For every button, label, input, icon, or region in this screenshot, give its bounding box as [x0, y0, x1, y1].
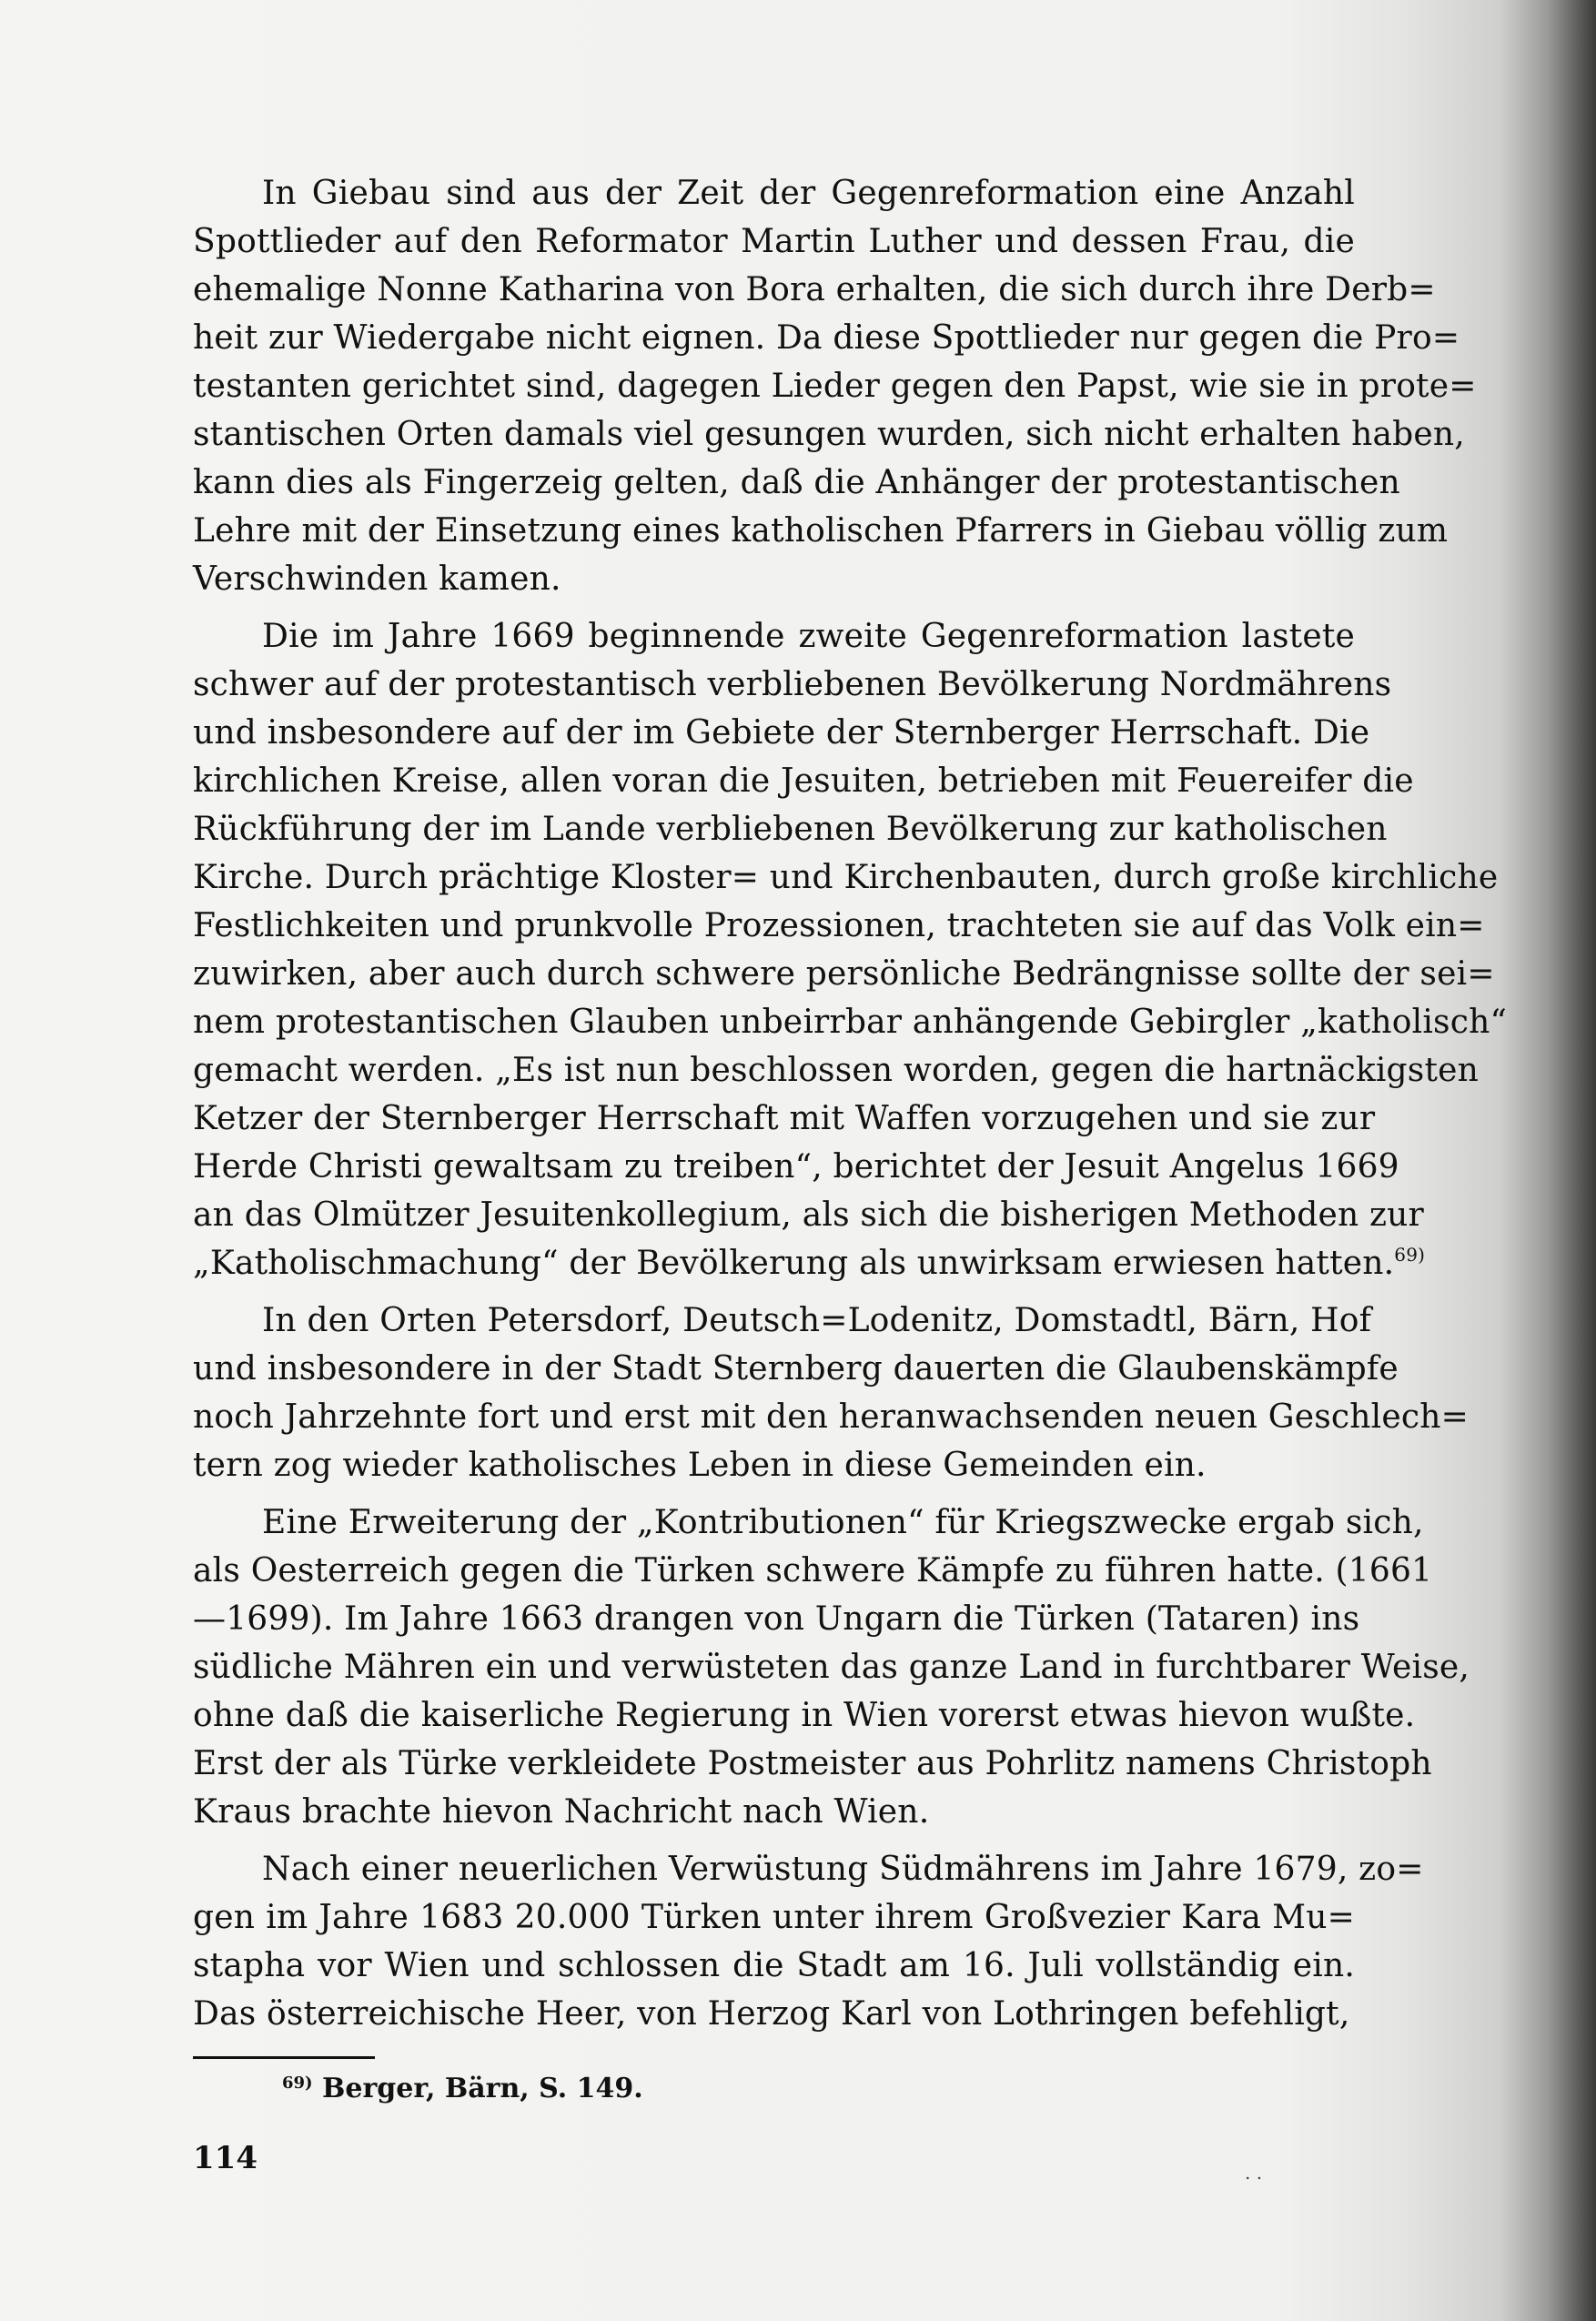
paragraph — [193, 612, 1508, 1287]
footnote-reference: 69) — [1394, 1244, 1426, 1266]
line-text: Kirche. Durch prächtige Kloster= und Kirchenbauten, durch große kirchliche — [193, 859, 1499, 896]
line-text: nem protestantischen Glauben unbeirrbar anhängende Gebirgler „katholisch“ — [193, 1004, 1508, 1041]
paragraph — [193, 169, 1477, 603]
line-text: stapha vor Wien und schlossen die Stadt am 16. Juli vollständig ein. — [193, 1947, 1355, 1984]
text-line — [193, 1046, 1480, 1095]
text-line — [193, 1297, 1372, 1345]
line-text: Ketzer der Sternberger Herrschaft mit Waffen vorzugehen und sie zur — [193, 1100, 1376, 1137]
text-line — [193, 661, 1392, 709]
line-text: kann dies als Fingerzeig gelten, daß die Anhänger der protestantischen — [193, 464, 1400, 501]
line-text: Festlichkeiten und prunkvolle Prozessionen, trachteten sie auf das Volk ein= — [193, 907, 1485, 944]
footnote — [282, 2073, 643, 2104]
line-text: gemacht werden. „Es ist nun beschlossen worden, gegen die hartnäckigsten — [193, 1052, 1480, 1089]
line-text: Herde Christi gewaltsam zu treiben“, berichtet der Jesuit Angelus 1669 — [193, 1148, 1399, 1186]
text-line — [193, 1740, 1432, 1788]
text-line — [193, 1547, 1433, 1595]
text-line — [193, 805, 1388, 853]
text-line — [193, 950, 1495, 998]
line-text: und insbesondere in der Stadt Sternberg dauerten die Glaubenskämpfe — [193, 1350, 1399, 1388]
text-line — [193, 1345, 1399, 1393]
text-line — [193, 410, 1465, 459]
text-line — [193, 1595, 1360, 1643]
text-line — [193, 902, 1485, 950]
text-line — [193, 998, 1508, 1046]
line-text: Lehre mit der Einsetzung eines katholischen Pfarrers in Giebau völlig zum — [193, 512, 1449, 550]
line-text: ohne daß die kaiserliche Regierung in Wien vorerst etwas hievon wußte. — [193, 1697, 1416, 1734]
line-text: In Giebau sind aus der Zeit der Gegenreformation eine Anzahl — [262, 175, 1355, 212]
text-line — [193, 507, 1449, 555]
line-text: an das Olmützer Jesuitenkollegium, als sich die bisherigen Methoden zur — [193, 1196, 1424, 1234]
line-text: tern zog wieder katholisches Leben in diese Gemeinden ein. — [193, 1447, 1207, 1484]
line-text: Erst der als Türke verkleidete Postmeister aus Pohrlitz namens Christoph — [193, 1745, 1432, 1782]
text-line — [193, 169, 1355, 217]
line-text: heit zur Wiedergabe nicht eignen. Da diese Spottlieder nur gegen die Pro= — [193, 319, 1460, 357]
text-line — [193, 1788, 1355, 1836]
paragraph — [193, 1297, 1469, 1489]
text-line — [193, 709, 1370, 757]
footnote-marker: 69) — [282, 2074, 313, 2093]
footnote-divider — [193, 2056, 375, 2059]
line-text: Das österreichische Heer, von Herzog Karl von Lothringen befehligt, — [193, 1995, 1350, 2033]
text-line — [193, 1143, 1399, 1191]
line-text: Verschwinden kamen. — [193, 560, 561, 598]
text-line — [193, 1893, 1355, 1942]
text-line — [193, 1845, 1424, 1893]
text-line — [193, 266, 1436, 314]
line-text: kirchlichen Kreise, allen voran die Jesuiten, betrieben mit Feuereifer die — [193, 762, 1414, 800]
text-line — [193, 757, 1414, 805]
line-text: schwer auf der protestantisch verbliebenen Bevölkerung Nordmährens — [193, 666, 1392, 703]
text-line — [193, 555, 1355, 603]
text-line — [193, 853, 1499, 902]
line-text: und insbesondere auf der im Gebiete der Sternberger Herrschaft. Die — [193, 714, 1370, 752]
paragraph — [193, 1499, 1470, 1836]
line-text: testanten gerichtet sind, dagegen Lieder gegen den Papst, wie sie in prote= — [193, 368, 1477, 405]
line-text: Die im Jahre 1669 beginnende zweite Gegenreformation lastete — [262, 618, 1355, 655]
text-line — [193, 217, 1355, 266]
line-text: Spottlieder auf den Reformator Martin Luther und dessen Frau, die — [193, 223, 1355, 260]
page-body — [193, 169, 1508, 2047]
line-text: —1699). Im Jahre 1663 drangen von Ungarn die Türken (Tataren) ins — [193, 1600, 1360, 1638]
text-line — [193, 1239, 1426, 1287]
line-text: gen im Jahre 1683 20.000 Türken unter ihrem Großvezier Kara Mu= — [193, 1899, 1355, 1936]
line-text: Kraus brachte hievon Nachricht nach Wien. — [193, 1793, 930, 1831]
text-line — [193, 612, 1355, 661]
text-line — [193, 362, 1477, 410]
line-text: Rückführung der im Lande verbliebenen Bevölkerung zur katholischen — [193, 811, 1388, 848]
text-line — [193, 1942, 1355, 1990]
text-line — [193, 1990, 1355, 2038]
line-text: zuwirken, aber auch durch schwere persönliche Bedrängnisse sollte der sei= — [193, 955, 1495, 993]
line-text: Eine Erweiterung der „Kontributionen“ für Kriegszwecke ergab sich, — [262, 1504, 1424, 1541]
text-line — [193, 1441, 1355, 1489]
text-line — [193, 1643, 1470, 1691]
line-text: In den Orten Petersdorf, Deutsch=Lodenitz, Domstadtl, Bärn, Hof — [262, 1302, 1372, 1339]
line-text: ehemalige Nonne Katharina von Bora erhalten, die sich durch ihre Derb= — [193, 271, 1436, 308]
line-text: Nach einer neuerlichen Verwüstung Südmährens im Jahre 1679, zo= — [262, 1851, 1424, 1888]
line-text: stantischen Orten damals viel gesungen wurden, sich nicht erhalten haben, — [193, 416, 1465, 453]
footnote-text: Berger, Bärn, S. 149. — [322, 2073, 643, 2104]
text-line — [193, 459, 1400, 507]
text-line — [193, 1393, 1469, 1441]
text-line — [193, 1095, 1376, 1143]
line-text: „Katholischmachung“ der Bevölkerung als unwirksam erwiesen hatten. — [193, 1245, 1395, 1282]
text-line — [193, 314, 1460, 362]
text-line — [193, 1191, 1424, 1239]
stray-marks: . . — [1245, 2162, 1263, 2184]
page-number: 114 — [193, 2140, 258, 2176]
text-line — [193, 1499, 1424, 1547]
line-text: als Oesterreich gegen die Türken schwere Kämpfe zu führen hatte. (1661 — [193, 1552, 1433, 1589]
line-text: südliche Mähren ein und verwüsteten das ganze Land in furchtbarer Weise, — [193, 1649, 1470, 1686]
text-line — [193, 1691, 1416, 1740]
line-text: noch Jahrzehnte fort und erst mit den heranwachsenden neuen Geschlech= — [193, 1398, 1469, 1436]
paragraph — [193, 1845, 1424, 2038]
